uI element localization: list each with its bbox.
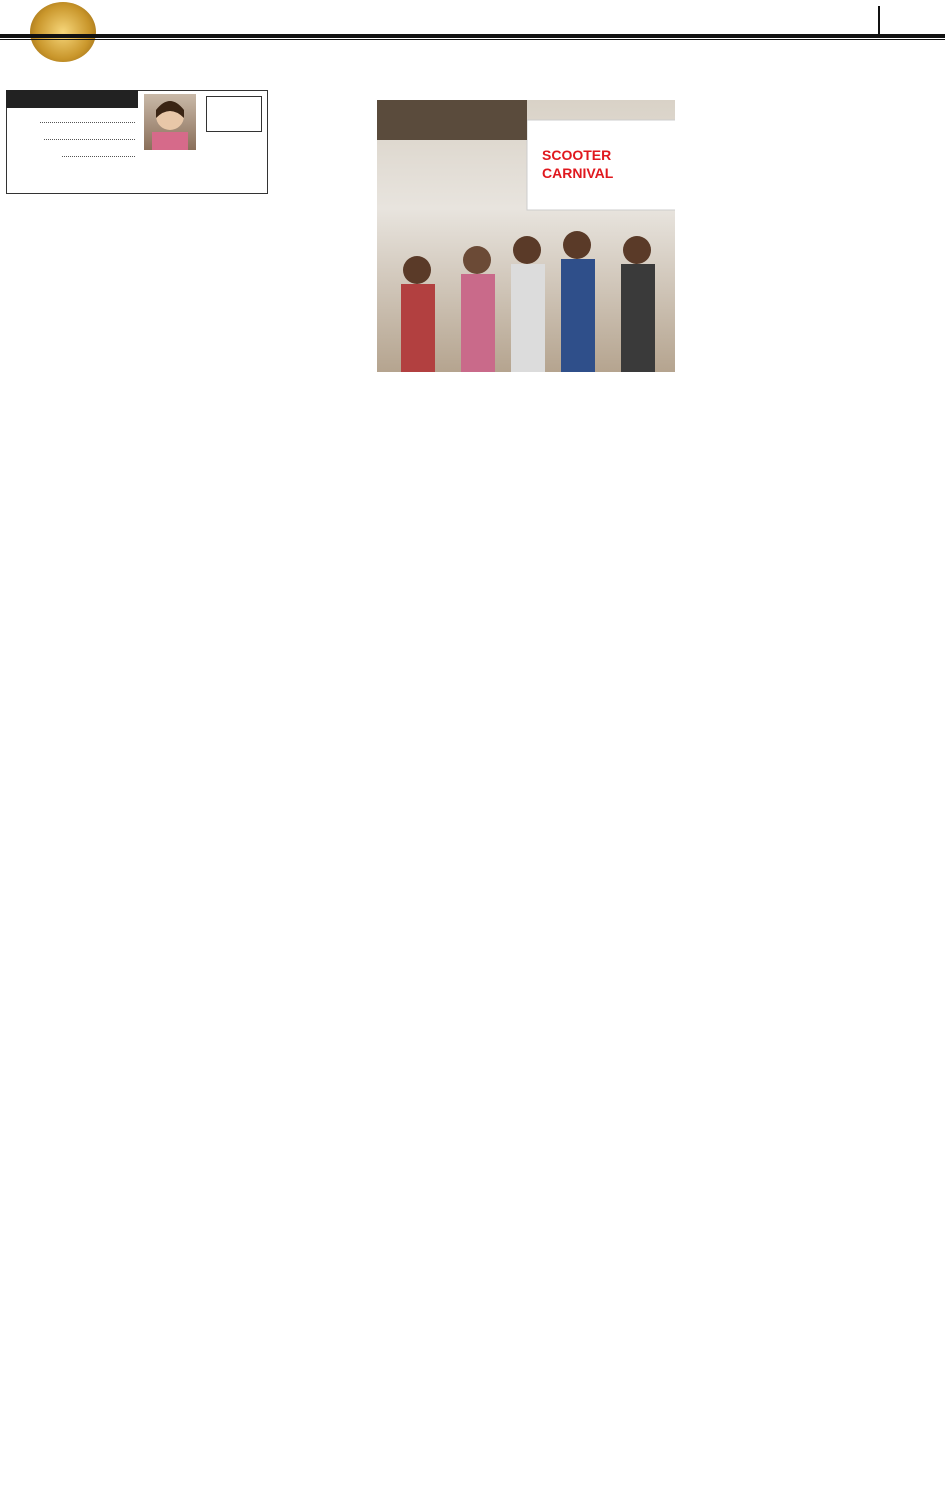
svg-text:SCOOTER: SCOOTER	[542, 147, 612, 163]
newspaper-logo	[30, 2, 96, 62]
header-rule-thin	[0, 39, 945, 40]
birthday-title	[6, 90, 138, 108]
photo-size-box	[206, 96, 262, 132]
svg-text:CARNIVAL: CARNIVAL	[542, 165, 614, 181]
section-divider	[878, 6, 880, 36]
story-hero-col2	[377, 376, 675, 436]
birthday-child-photo	[144, 94, 196, 150]
header-rule	[0, 34, 945, 38]
story-hero-col1	[277, 116, 372, 396]
hero-event-photo	[377, 100, 675, 372]
